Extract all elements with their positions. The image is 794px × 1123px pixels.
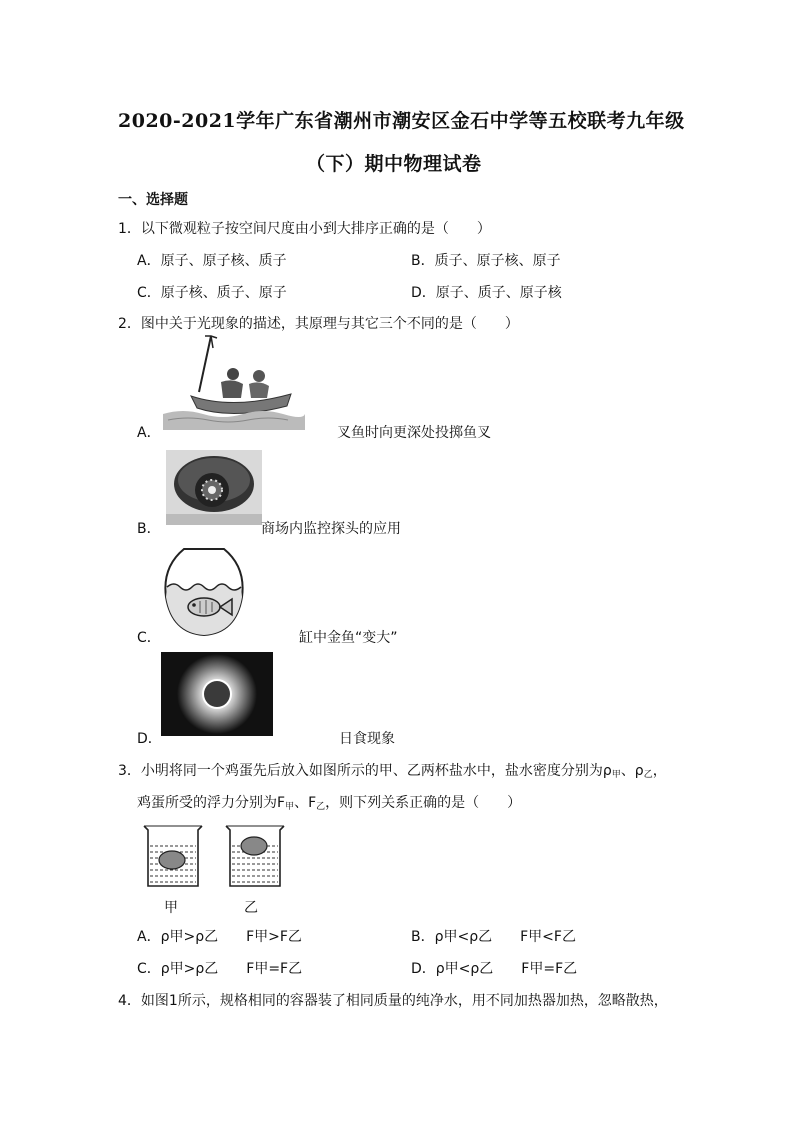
q1-stem: 1．以下微观粒子按空间尺度由小到大排序正确的是（ ） (118, 221, 491, 237)
q3-option-b: B．ρ甲<ρ乙 F甲<F乙 (411, 929, 576, 945)
beaker-yi-label: 乙 (244, 900, 258, 916)
q1-option-c: C．原子核、质子、原子 (137, 285, 287, 301)
q2-option-d-label: D． (137, 731, 162, 747)
q3-option-c: C．ρ甲>ρ乙 F甲=F乙 (137, 961, 303, 977)
q1-option-a: A．原子、原子核、质子 (137, 253, 287, 269)
fish-bowl-image (162, 545, 246, 639)
q2-stem: 2．图中关于光现象的描述，其原理与其它三个不同的是（ ） (118, 316, 519, 332)
solar-eclipse-image (161, 652, 273, 736)
q2-option-c-caption: 缸中金鱼“变大” (299, 630, 398, 646)
q3-stem-line1: 3．小明将同一个鸡蛋先后放入如图所示的甲、乙两杯盐水中，盐水密度分别为$\rho_甲$、$\rho_乙$， (118, 763, 667, 780)
q1-option-d: D．原子、质子、原子核 (411, 285, 562, 301)
q4-stem: 4．如图1所示，规格相同的容器装了相同质量的纯净水，用不同加热器加热，忽略散热， (118, 993, 668, 1009)
q3-option-d: D．ρ甲<ρ乙 F甲=F乙 (411, 961, 578, 977)
fishing-boat-image (163, 334, 305, 430)
section-heading: 一、选择题 (118, 192, 188, 208)
page-title-line2: （下）期中物理试卷 (306, 153, 482, 175)
beaker-jia-label: 甲 (164, 900, 178, 916)
q2-option-c-label: C． (137, 630, 161, 646)
q2-option-b-caption: 商场内监控探头的应用 (261, 521, 401, 537)
q3-stem-line2: 鸡蛋所受的浮力分别为$F_甲$、$F_乙$，则下列关系正确的是（ ） (137, 795, 522, 812)
dome-camera-image (166, 450, 262, 525)
q2-option-b-label: B． (137, 521, 161, 537)
q2-option-a-caption: 叉鱼时向更深处投掷鱼叉 (337, 425, 491, 441)
q1-option-b: B．质子、原子核、原子 (411, 253, 561, 269)
q3-option-a: A．ρ甲>ρ乙 F甲>F乙 (137, 929, 302, 945)
beaker-jia (140, 822, 206, 890)
q2-option-d-caption: 日食现象 (339, 731, 395, 747)
beaker-yi (222, 822, 288, 890)
page-title: 2020-2021学年广东省潮州市潮安区金石中学等五校联考九年级 (118, 110, 685, 132)
q2-option-a-label: A． (137, 425, 161, 441)
